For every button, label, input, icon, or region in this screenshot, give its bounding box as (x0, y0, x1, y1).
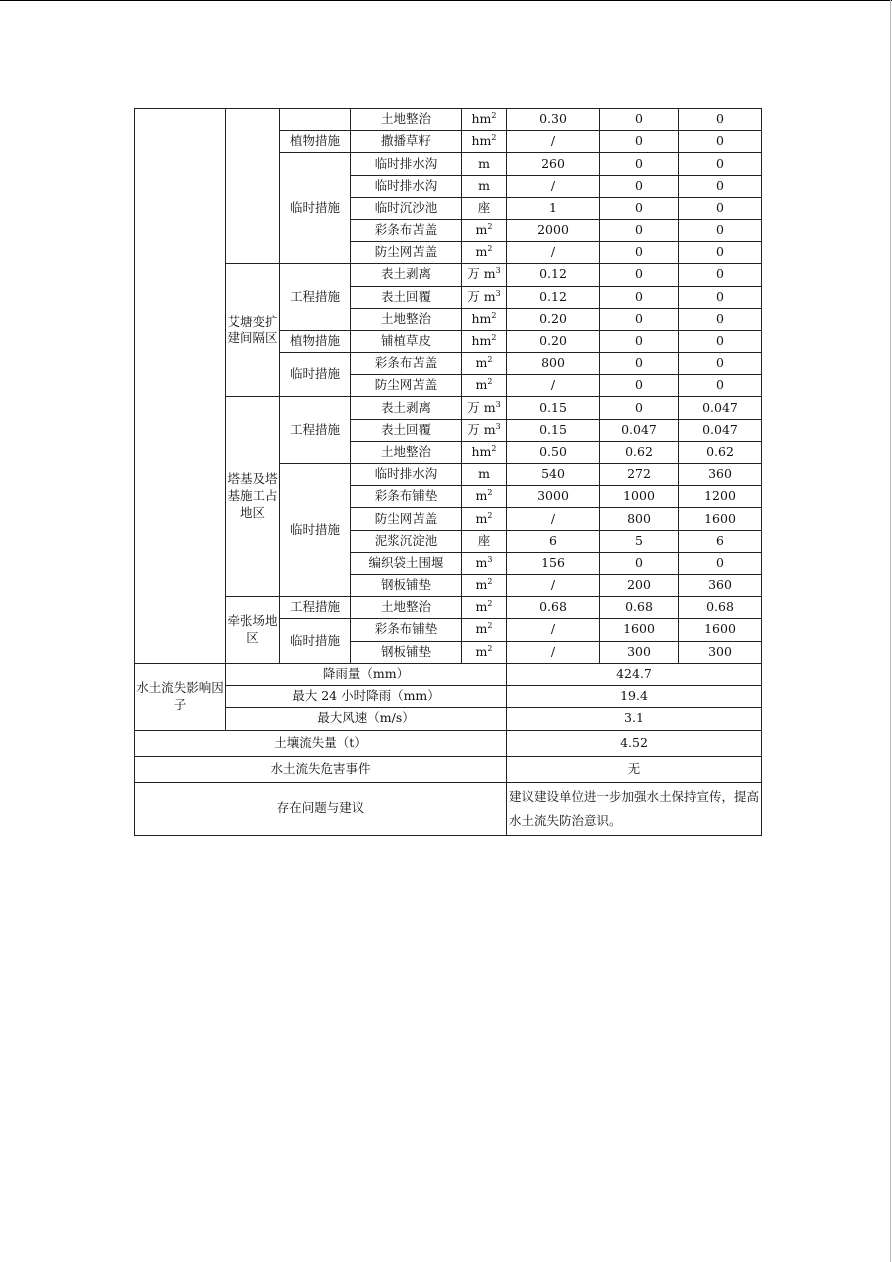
unit-cell: 座 (462, 530, 507, 552)
factor-name-cell: 最大 24 小时降雨（mm） (226, 685, 507, 707)
value-cell: 300 (679, 641, 762, 663)
measure-cell: 临时措施 (280, 353, 351, 397)
value-cell: 0 (600, 552, 679, 574)
value-cell: 0.50 (507, 441, 600, 463)
soil-loss-label: 土壤流失量（t） (135, 730, 507, 756)
issue-row (135, 782, 762, 835)
value-cell: 3000 (507, 486, 600, 508)
value-cell: 0.20 (507, 308, 600, 330)
value-cell: 0 (679, 109, 762, 131)
measure-cell: 工程措施 (280, 264, 351, 331)
value-cell: / (507, 641, 600, 663)
value-cell: 0 (600, 353, 679, 375)
soil-loss-row (135, 730, 762, 756)
factor-name-cell: 最大风速（m/s） (226, 708, 507, 730)
item-cell: 临时排水沟 (351, 175, 462, 197)
value-cell: / (507, 508, 600, 530)
area-cell: 塔基及塔基施工占地区 (226, 397, 280, 597)
value-cell: 0 (600, 330, 679, 352)
factor-name-cell: 降雨量（mm） (226, 663, 507, 685)
value-cell: 0 (600, 242, 679, 264)
value-cell: 0.68 (679, 597, 762, 619)
value-cell: 800 (600, 508, 679, 530)
value-cell: 360 (679, 464, 762, 486)
unit-cell: m (462, 175, 507, 197)
unit-cell: 万 $m^3$ (462, 397, 507, 419)
blank-category-cell (135, 109, 226, 664)
value-cell: 272 (600, 464, 679, 486)
unit-cell: m (462, 464, 507, 486)
value-cell: 0 (679, 286, 762, 308)
item-cell: 表土剥离 (351, 397, 462, 419)
unit-cell: m (462, 153, 507, 175)
hazard-row (135, 756, 762, 782)
unit-cell: $m^2$ (462, 597, 507, 619)
value-cell: 0.15 (507, 419, 600, 441)
value-cell: / (507, 375, 600, 397)
value-cell: 0.30 (507, 109, 600, 131)
item-cell: 彩条布铺垫 (351, 486, 462, 508)
value-cell: 1600 (679, 508, 762, 530)
value-cell: 0 (679, 330, 762, 352)
item-cell: 彩条布苫盖 (351, 353, 462, 375)
value-cell: 0.047 (679, 419, 762, 441)
area-cell: 牵张场地区 (226, 597, 280, 664)
value-cell: 6 (507, 530, 600, 552)
item-cell: 表土回覆 (351, 286, 462, 308)
item-cell: 土地整治 (351, 308, 462, 330)
value-cell: 0 (679, 242, 762, 264)
unit-cell: $m^2$ (462, 574, 507, 596)
item-cell: 编织袋土围堰 (351, 552, 462, 574)
unit-cell: $m^2$ (462, 242, 507, 264)
blank-area-cell (226, 109, 280, 264)
measure-cell: 工程措施 (280, 397, 351, 464)
factor-label-cell: 水土流失影响因子 (135, 663, 226, 730)
value-cell: / (507, 131, 600, 153)
value-cell: 0.047 (600, 419, 679, 441)
item-cell: 临时沉沙池 (351, 197, 462, 219)
item-cell: 表土回覆 (351, 419, 462, 441)
value-cell: 0 (600, 308, 679, 330)
value-cell: 0 (600, 175, 679, 197)
unit-cell: $m^3$ (462, 552, 507, 574)
item-cell: 表土剥离 (351, 264, 462, 286)
value-cell: 800 (507, 353, 600, 375)
value-cell: 0 (679, 552, 762, 574)
page-right-edge (890, 0, 891, 1262)
value-cell: 2000 (507, 219, 600, 241)
value-cell: 260 (507, 153, 600, 175)
value-cell: 0 (600, 375, 679, 397)
value-cell: 0.12 (507, 286, 600, 308)
item-cell: 彩条布苫盖 (351, 219, 462, 241)
unit-cell: $hm^2$ (462, 131, 507, 153)
value-cell: 5 (600, 530, 679, 552)
measure-cell: 临时措施 (280, 153, 351, 264)
item-cell: 临时排水沟 (351, 153, 462, 175)
table-row (135, 397, 762, 419)
unit-cell: $m^2$ (462, 219, 507, 241)
value-cell: 0.68 (600, 597, 679, 619)
item-cell: 钢板铺垫 (351, 574, 462, 596)
blank-measure-cell (280, 109, 351, 131)
factor-value-cell: 424.7 (507, 663, 762, 685)
item-cell: 防尘网苫盖 (351, 508, 462, 530)
item-cell: 泥浆沉淀池 (351, 530, 462, 552)
value-cell: 0 (679, 264, 762, 286)
unit-cell: $hm^2$ (462, 330, 507, 352)
item-cell: 临时排水沟 (351, 464, 462, 486)
factor-value-cell: 3.1 (507, 708, 762, 730)
value-cell: 300 (600, 641, 679, 663)
measure-cell: 工程措施 (280, 597, 351, 619)
value-cell: 1200 (679, 486, 762, 508)
value-cell: 156 (507, 552, 600, 574)
value-cell: 0.62 (679, 441, 762, 463)
unit-cell: $m^2$ (462, 353, 507, 375)
issue-label: 存在问题与建议 (135, 782, 507, 835)
value-cell: 540 (507, 464, 600, 486)
unit-cell: $hm^2$ (462, 109, 507, 131)
item-cell: 防尘网苫盖 (351, 375, 462, 397)
value-cell: 0.68 (507, 597, 600, 619)
page-top-border (0, 0, 892, 1)
value-cell: 0 (600, 109, 679, 131)
unit-cell: $m^2$ (462, 508, 507, 530)
item-cell: 钢板铺垫 (351, 641, 462, 663)
value-cell: 1600 (679, 619, 762, 641)
item-cell: 铺植草皮 (351, 330, 462, 352)
table-row (135, 109, 762, 131)
value-cell: 200 (600, 574, 679, 596)
item-cell: 撒播草籽 (351, 131, 462, 153)
unit-cell: 万 $m^3$ (462, 286, 507, 308)
value-cell: 0 (679, 353, 762, 375)
value-cell: 0 (600, 197, 679, 219)
value-cell: / (507, 574, 600, 596)
value-cell: / (507, 242, 600, 264)
value-cell: 0 (679, 131, 762, 153)
item-cell: 土地整治 (351, 109, 462, 131)
value-cell: 0 (679, 175, 762, 197)
value-cell: 0 (679, 153, 762, 175)
value-cell: 0.62 (600, 441, 679, 463)
unit-cell: 座 (462, 197, 507, 219)
unit-cell: $m^2$ (462, 619, 507, 641)
value-cell: 0.047 (679, 397, 762, 419)
value-cell: 0.20 (507, 330, 600, 352)
value-cell: 0.12 (507, 264, 600, 286)
area-cell: 艾塘变扩建间隔区 (226, 264, 280, 397)
value-cell: 0 (679, 197, 762, 219)
value-cell: 0 (679, 308, 762, 330)
item-cell: 土地整治 (351, 597, 462, 619)
item-cell: 土地整治 (351, 441, 462, 463)
measure-cell: 植物措施 (280, 330, 351, 352)
value-cell: 1600 (600, 619, 679, 641)
value-cell: 1 (507, 197, 600, 219)
factor-row-rainfall (135, 663, 762, 685)
monitoring-table (134, 108, 762, 836)
value-cell: / (507, 619, 600, 641)
unit-cell: $m^2$ (462, 375, 507, 397)
issue-value: 建议建设单位进一步加强水土保持宣传，提高水土流失防治意识。 (507, 782, 762, 835)
value-cell: 0 (600, 264, 679, 286)
hazard-label: 水土流失危害事件 (135, 756, 507, 782)
item-cell: 防尘网苫盖 (351, 242, 462, 264)
value-cell: 360 (679, 574, 762, 596)
value-cell: 6 (679, 530, 762, 552)
item-cell: 彩条布铺垫 (351, 619, 462, 641)
value-cell: 0 (679, 219, 762, 241)
unit-cell: $m^2$ (462, 486, 507, 508)
value-cell: 0 (600, 153, 679, 175)
unit-cell: 万 $m^3$ (462, 264, 507, 286)
unit-cell: $m^2$ (462, 641, 507, 663)
value-cell: 0 (600, 397, 679, 419)
value-cell: / (507, 175, 600, 197)
measure-cell: 临时措施 (280, 619, 351, 663)
factor-row-max24 (135, 685, 762, 707)
value-cell: 1000 (600, 486, 679, 508)
unit-cell: $hm^2$ (462, 308, 507, 330)
hazard-value: 无 (507, 756, 762, 782)
measure-cell: 临时措施 (280, 464, 351, 597)
unit-cell: $hm^2$ (462, 441, 507, 463)
measure-cell: 植物措施 (280, 131, 351, 153)
value-cell: 0 (600, 131, 679, 153)
value-cell: 0.15 (507, 397, 600, 419)
table-row (135, 264, 762, 286)
factor-row-wind (135, 708, 762, 730)
factor-value-cell: 19.4 (507, 685, 762, 707)
value-cell: 0 (600, 219, 679, 241)
unit-cell: 万 $m^3$ (462, 419, 507, 441)
table-row (135, 597, 762, 619)
value-cell: 0 (600, 286, 679, 308)
soil-loss-value: 4.52 (507, 730, 762, 756)
value-cell: 0 (679, 375, 762, 397)
